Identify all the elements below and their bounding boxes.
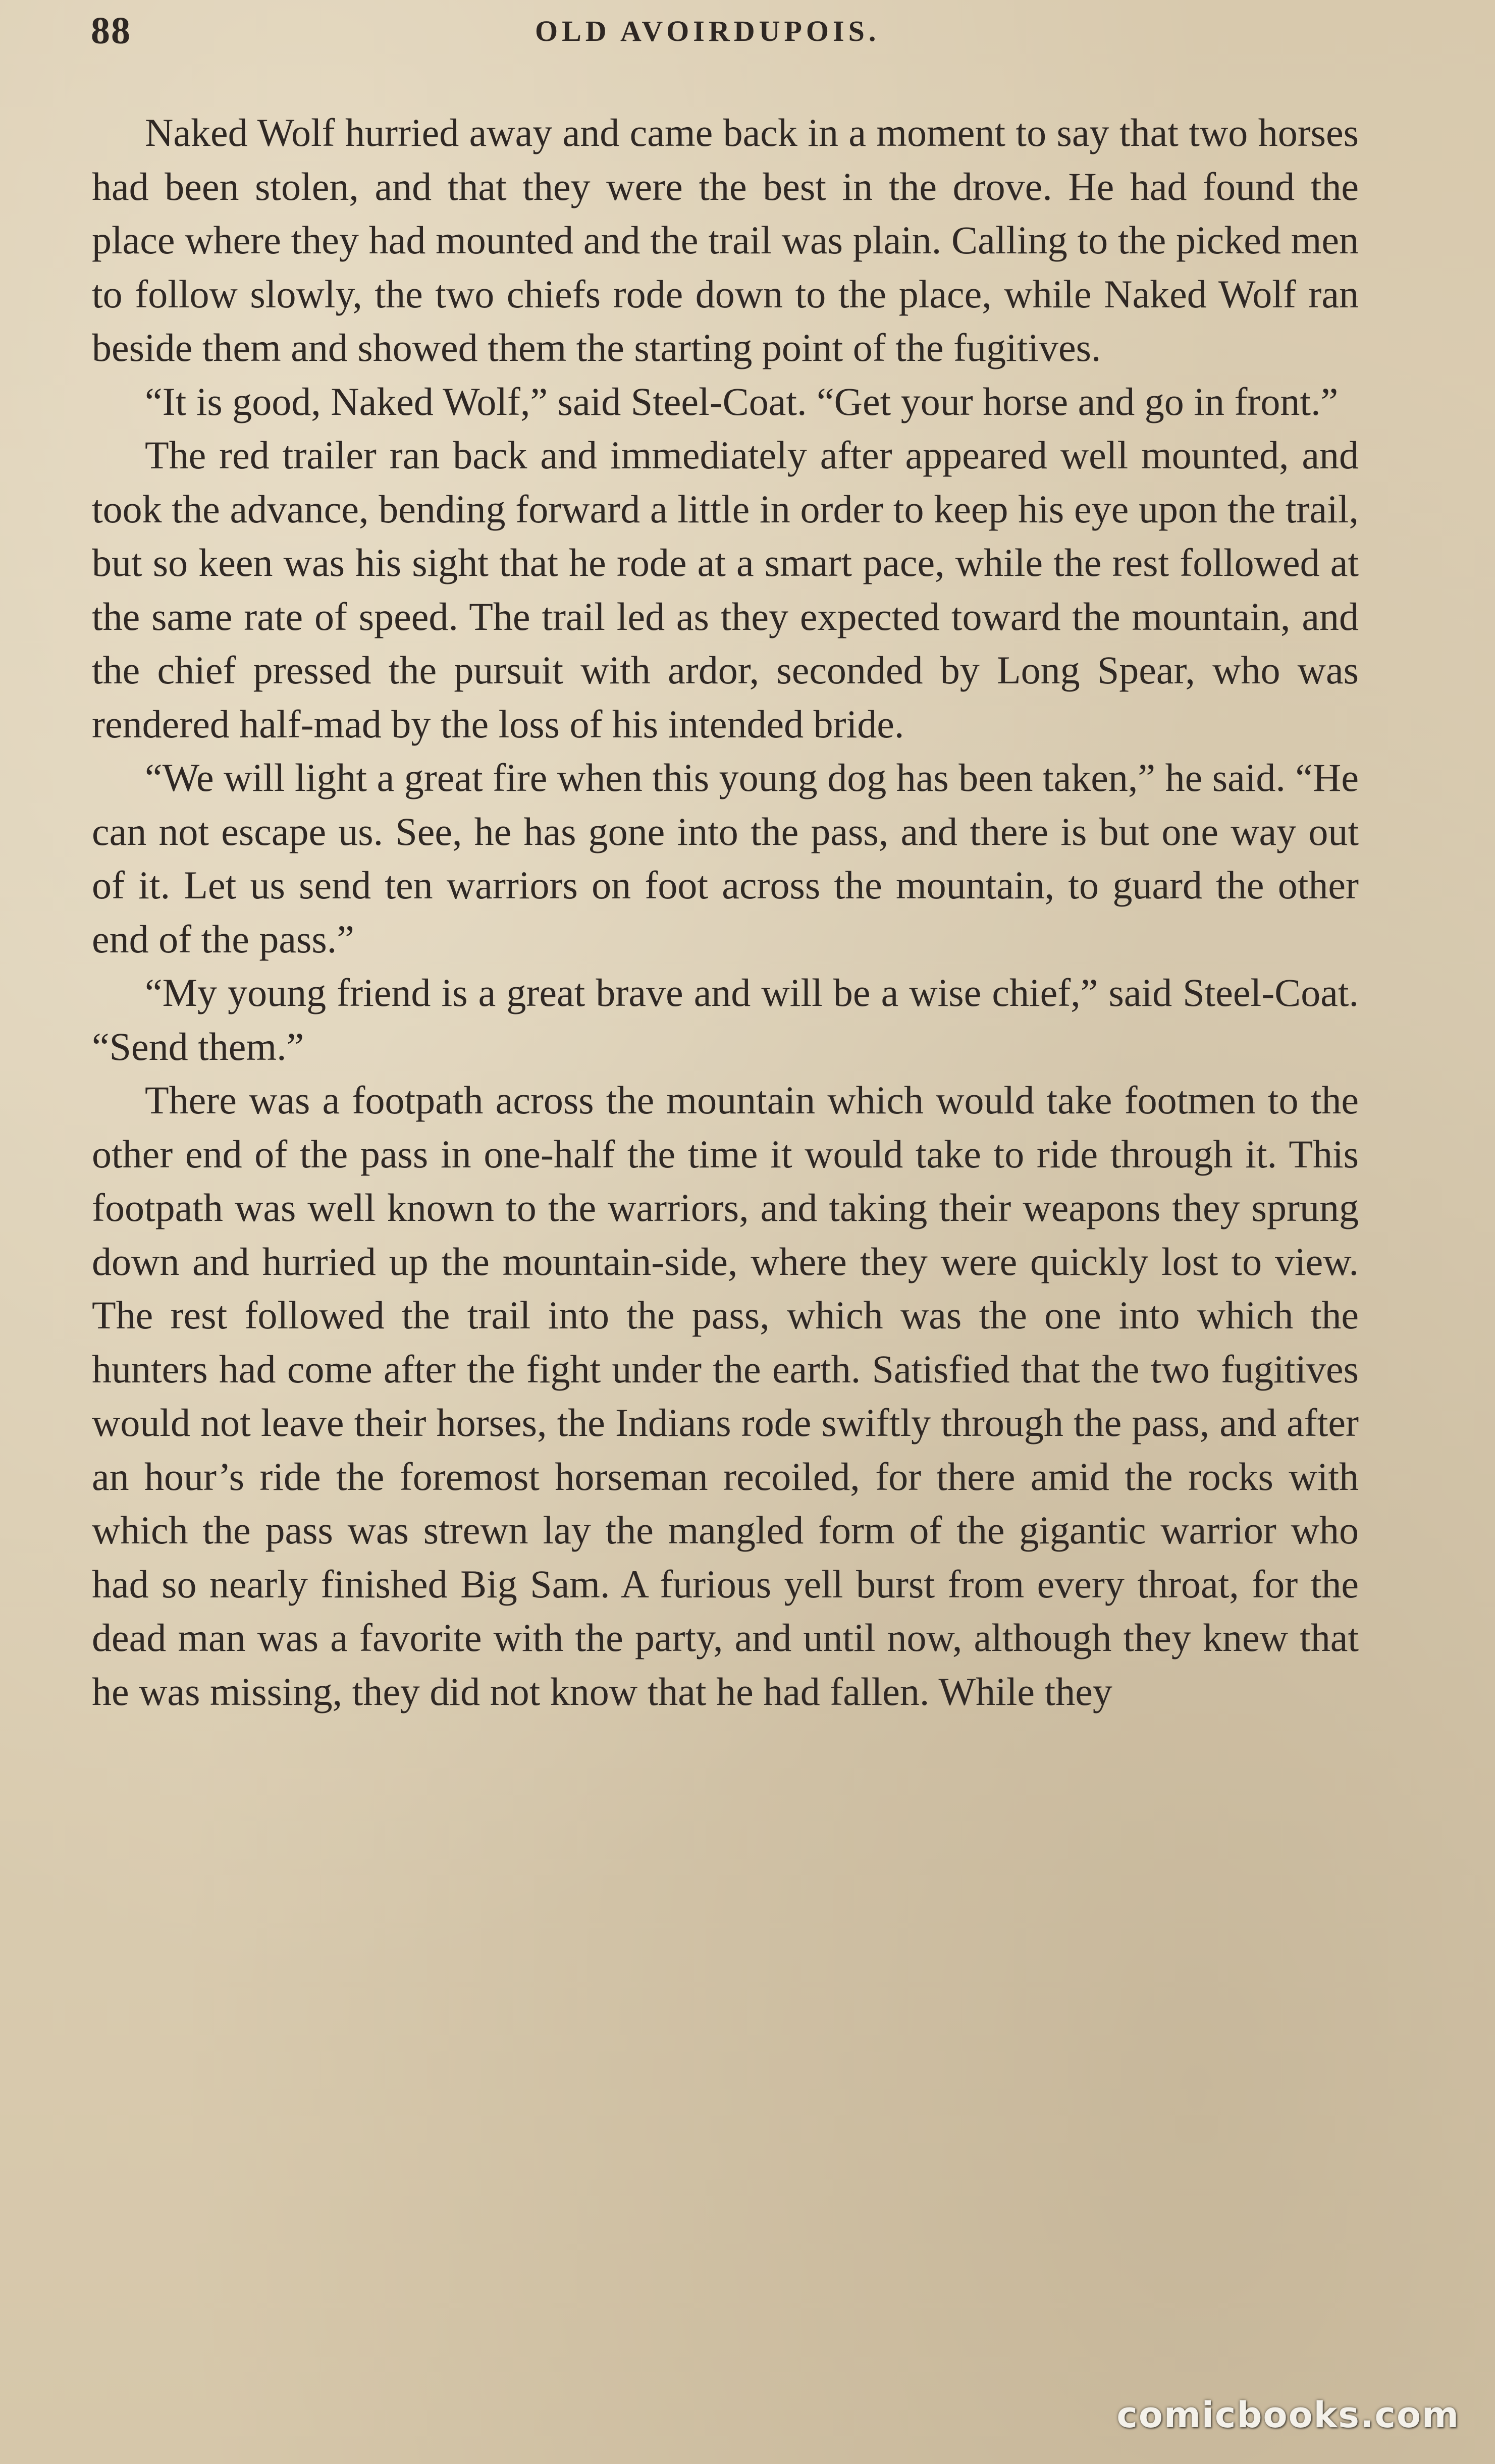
paragraph: “We will light a great fire when this young dog has been taken,” he said. “He can not escape us. See, he has gone into the pass, and there is but one way out of it. Let us send ten warriors on foot across the mountain, to guard the other end of the pass.”: [92, 756, 1359, 961]
paragraph: “My young friend is a great brave and will be a wise chief,” said Steel-Coat. “Send them.”: [92, 971, 1359, 1068]
running-head: [91, 9, 1444, 55]
paragraph: Naked Wolf hurried away and came back in a moment to say that two horses had been stolen, and that they were the best in the drove. He had found the place where they had mounted and the trail was plain. Calling to the picked men to follow slowly, the two chiefs rode down to the place, while Naked Wolf ran beside them and showed them the starting point of the fugitives.: [92, 111, 1359, 369]
running-title: OLD AVOIRDUPOIS.: [535, 15, 880, 47]
site-watermark: comicbooks.com: [1116, 2394, 1460, 2436]
page-number: 88: [91, 10, 131, 52]
paragraph: There was a footpath across the mountain which would take footmen to the other end of the pass in one-half the time it would take to ride through it. This footpath was well known to the warriors, and taking their weapons they sprung down and hurried up the mountain-side, where they were quickly lost to view. The rest followed the trail into the pass, which was the one into which the hunters had come after the fight under the earth. Satisfied that the two fugitives would not leave their horses, the Indians rode swiftly through the pass, and after an hour’s ride the foremost horseman recoiled, for there amid the rocks with which the pass was strewn lay the mangled form of the gigantic warrior who had so nearly finished Big Sam. A furious yell burst from every throat, for the dead man was a favorite with the party, and until now, although they knew that he was missing, they did not know that he had fallen. While they: [92, 1078, 1359, 1713]
paragraph: “It is good, Naked Wolf,” said Steel-Coat. “Get your horse and go in front.”: [145, 379, 1339, 423]
body-text: [92, 106, 1359, 1719]
paragraph: The red trailer ran back and immediately after appeared well mounted, and took the advance, bending forward a little in order to keep his eye upon the trail, but so keen was his sight that he rode at a smart pace, while the rest followed at the same rate of speed. The trail led as they expected toward the mountain, and the chief pressed the pursuit with ardor, seconded by Long Spear, who was rendered half-mad by the loss of his intended bride.: [92, 433, 1359, 746]
